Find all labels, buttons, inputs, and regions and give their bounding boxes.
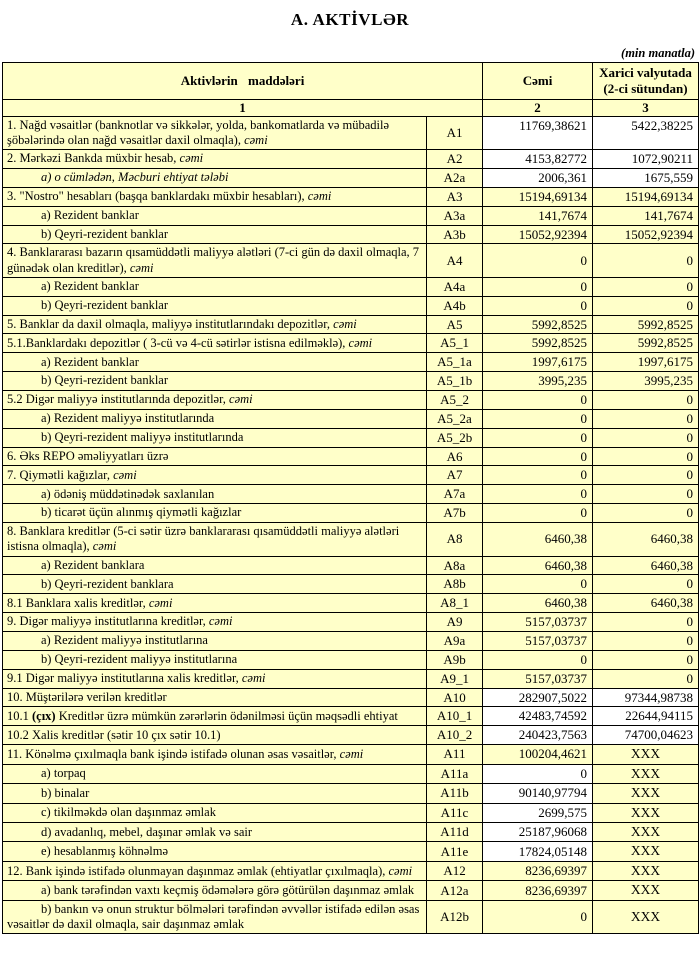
table-row [3,485,699,504]
foreign-value-cell: XXX [593,842,699,861]
item-code-cell: A5_2b [427,428,483,447]
foreign-value-cell: 15194,69134 [593,187,699,206]
table-row [3,150,699,169]
item-label-cell [3,187,427,206]
item-label-segment: cəmi [388,863,413,878]
total-value-cell: 42483,74592 [483,707,593,726]
foreign-value-cell: 0 [593,504,699,523]
foreign-value-cell: 6460,38 [593,594,699,613]
foreign-value-cell: 0 [593,485,699,504]
item-label-segment: b) binalar [41,785,90,800]
total-value-cell: 0 [483,447,593,466]
item-label-segment: 5.1.Banklardakı depozitlər ( 3-cü və 4-cü sətirlər istisna edilməklə), [7,335,349,350]
item-label-cell [3,631,427,650]
total-value-cell: 11769,38621 [483,116,593,150]
table-row [3,594,699,613]
table-row [3,556,699,575]
item-label-segment: 1. Nağd vəsaitlər (banknotlar və sikkələr, yolda, bankomatlarda və mübadilə şöbələrində olan nağd vəsaitlər daxil olmaqla), [7,117,390,147]
item-label-segment: 10.2 Xalis kreditlər (sətir 10 çıx sətir 10.1) [7,727,221,742]
item-code-cell: A4 [427,244,483,278]
total-value-cell: 141,7674 [483,206,593,225]
item-code-cell: A5_2 [427,391,483,410]
foreign-value-cell: 5992,8525 [593,315,699,334]
total-value-cell: 15052,92394 [483,225,593,244]
item-label-segment: a) Rezident banklara [41,557,145,572]
foreign-value-cell: XXX [593,900,699,934]
item-label-cell [3,523,427,557]
item-code-cell: A5_1b [427,372,483,391]
item-label-segment: 5.2 Digər maliyyə institutlarında depozitlər, [7,392,230,407]
item-code-cell: A10_1 [427,707,483,726]
foreign-value-cell: 1072,90211 [593,150,699,169]
total-value-cell: 0 [483,244,593,278]
item-code-cell: A2 [427,150,483,169]
foreign-value-cell: 6460,38 [593,556,699,575]
foreign-value-cell: XXX [593,823,699,842]
item-label-cell [3,726,427,745]
item-code-cell: A4b [427,296,483,315]
item-label-cell [3,803,427,822]
item-code-cell: A7b [427,504,483,523]
item-label-segment: 8.1 Banklara xalis kreditlər, [7,595,149,610]
table-row [3,823,699,842]
item-label-segment: b) Qeyri-rezident banklar [41,373,169,388]
total-value-cell: 0 [483,764,593,783]
item-label-cell [3,334,427,353]
total-value-cell: 90140,97794 [483,784,593,803]
total-value-cell: 0 [483,575,593,594]
item-label-segment: cəmi [179,151,204,166]
item-label-cell [3,504,427,523]
total-value-cell: 0 [483,900,593,934]
total-value-cell: 8236,69397 [483,861,593,880]
item-label-segment: cəmi [92,539,117,554]
item-label-cell [3,372,427,391]
table-row [3,353,699,372]
item-code-cell: A11e [427,842,483,861]
assets-table [2,62,699,934]
item-label-cell [3,296,427,315]
table-row [3,764,699,783]
total-value-cell: 5992,8525 [483,315,593,334]
table-row [3,523,699,557]
table-row [3,842,699,861]
item-label-segment: cəmi [148,595,173,610]
column-number-row [3,99,699,116]
item-label-cell [3,485,427,504]
table-row [3,447,699,466]
foreign-value-cell: 97344,98738 [593,688,699,707]
table-row [3,669,699,688]
column-number-2: 2 [483,99,593,116]
item-label-segment: b) Qeyri-rezident banklar [41,226,169,241]
table-row [3,168,699,187]
item-label-segment: cəmi [241,671,266,685]
item-code-cell: A5_2a [427,409,483,428]
item-label-segment: a) o cümlədən, Məcburi ehtiyat tələbi [41,170,229,185]
item-label-cell [3,150,427,169]
total-value-cell: 282907,5022 [483,688,593,707]
total-value-cell: 5157,03737 [483,631,593,650]
foreign-value-cell: XXX [593,881,699,900]
column-number-1: 1 [3,99,483,116]
item-label-segment: 11. Könəlmə çıxılmaqla bank işində istifadə olunan əsas vəsaitlər, [7,746,340,761]
item-code-cell: A12a [427,881,483,900]
total-value-cell: 0 [483,391,593,410]
item-label-segment: b) Qeyri-rezident maliyyə institutlarına [41,652,238,667]
foreign-value-cell: 0 [593,428,699,447]
item-label-cell [3,409,427,428]
item-code-cell: A9_1 [427,669,483,688]
foreign-value-cell: 6460,38 [593,523,699,557]
table-row [3,466,699,485]
item-code-cell: A6 [427,447,483,466]
item-label-cell [3,447,427,466]
foreign-value-cell: XXX [593,764,699,783]
item-code-cell: A5 [427,315,483,334]
item-label-cell [3,764,427,783]
table-row [3,784,699,803]
table-row [3,187,699,206]
table-row [3,244,699,278]
item-code-cell: A2a [427,168,483,187]
table-row [3,372,699,391]
item-label-segment: cəmi [229,392,253,407]
item-label-cell [3,669,427,688]
foreign-value-cell: 0 [593,391,699,410]
item-label-cell [3,225,427,244]
item-label-segment: a) Rezident maliyyə institutlarında [41,411,215,426]
total-value-cell: 2006,361 [483,168,593,187]
item-label-segment: cəmi [129,260,154,275]
table-row [3,116,699,150]
table-row [3,504,699,523]
table-row [3,409,699,428]
total-value-cell: 0 [483,504,593,523]
foreign-value-cell: 0 [593,447,699,466]
item-code-cell: A11b [427,784,483,803]
item-label-cell [3,168,427,187]
item-label-cell [3,594,427,613]
item-code-cell: A11 [427,745,483,764]
item-code-cell: A5_1 [427,334,483,353]
header-foreign: Xarici valyutada (2-ci sütundan) [593,63,699,100]
foreign-value-cell: 0 [593,631,699,650]
item-code-cell: A4a [427,277,483,296]
total-value-cell: 6460,38 [483,523,593,557]
item-label-cell [3,688,427,707]
item-code-cell: A11d [427,823,483,842]
item-label-segment: 2. Mərkəzi Bankda müxbir hesab, [7,151,180,166]
item-label-segment: b) ticarət üçün alınmış qiymətli kağızlar [41,505,242,520]
page-title: A. AKTİVLƏR [290,10,410,29]
item-code-cell: A8b [427,575,483,594]
total-value-cell: 6460,38 [483,594,593,613]
item-code-cell: A11c [427,803,483,822]
item-label-segment: a) bank tərəfindən vaxtı keçmiş ödəmələrə görə götürülən daşınmaz əmlak [41,883,415,898]
item-label-cell [3,391,427,410]
item-label-cell [3,466,427,485]
foreign-value-cell: 0 [593,244,699,278]
item-code-cell: A1 [427,116,483,150]
item-label-cell [3,556,427,575]
item-code-cell: A9b [427,650,483,669]
total-value-cell: 0 [483,409,593,428]
item-code-cell: A9 [427,613,483,632]
foreign-value-cell: 1675,559 [593,168,699,187]
total-value-cell: 2699,575 [483,803,593,822]
item-code-cell: A9a [427,631,483,650]
total-value-cell: 1997,6175 [483,353,593,372]
item-code-cell: A8a [427,556,483,575]
item-label-segment: d) avadanlıq, mebel, daşınar əmlak və sair [41,824,253,839]
item-label-segment: e) hesablanmış köhnəlmə [41,844,169,859]
item-label-cell [3,613,427,632]
total-value-cell: 25187,96068 [483,823,593,842]
table-row [3,650,699,669]
item-label-segment: a) ödəniş müddətinədək saxlanılan [41,486,215,501]
total-value-cell: 17824,05148 [483,842,593,861]
table-row [3,225,699,244]
table-row [3,315,699,334]
table-row [3,334,699,353]
table-row [3,688,699,707]
column-number-3: 3 [593,99,699,116]
item-label-segment: b) Qeyri-rezident banklar [41,298,169,313]
item-label-segment: cəmi [113,467,137,482]
total-value-cell: 15194,69134 [483,187,593,206]
item-label-segment: cəmi [208,614,233,629]
item-label-segment: cəmi [244,132,268,147]
foreign-value-cell: 0 [593,650,699,669]
item-label-segment: cəmi [348,335,373,350]
foreign-value-cell: 15052,92394 [593,225,699,244]
foreign-value-cell: XXX [593,803,699,822]
table-row [3,391,699,410]
item-label-cell [3,707,427,726]
item-label-segment: a) Rezident maliyyə institutlarına [41,633,208,648]
total-value-cell: 0 [483,296,593,315]
total-value-cell: 8236,69397 [483,881,593,900]
item-code-cell: A3b [427,225,483,244]
item-label-cell [3,353,427,372]
item-label-segment: a) Rezident banklar [41,207,139,222]
item-label-segment: b) Qeyri-rezident maliyyə institutlarında [41,430,244,445]
foreign-value-cell: 0 [593,277,699,296]
item-label-segment: (çıx) [32,708,56,723]
table-row [3,881,699,900]
item-code-cell: A3a [427,206,483,225]
foreign-value-cell: XXX [593,784,699,803]
item-code-cell: A7a [427,485,483,504]
item-label-cell [3,315,427,334]
item-label-segment: b) bankın və onun struktur bölmələri tərəfindən əvvəllər istifadə edilən əsas vəsaitlər də daxil olmaqla, sair daşınmaz əmlak [7,901,420,932]
table-row [3,803,699,822]
item-code-cell: A8_1 [427,594,483,613]
foreign-value-cell: 22644,94115 [593,707,699,726]
total-value-cell: 0 [483,428,593,447]
item-label-cell [3,784,427,803]
item-label-segment: 5. Banklar da daxil olmaqla, maliyyə institutlarındakı depozitlər, [7,316,334,331]
total-value-cell: 6460,38 [483,556,593,575]
item-label-segment: 12. Bank işində istifadə olunmayan daşınmaz əmlak (ehtiyatlar çıxılmaqla), [7,863,389,878]
total-value-cell: 4153,82772 [483,150,593,169]
foreign-value-cell: 0 [593,613,699,632]
item-label-segment: cəmi [307,189,332,204]
item-label-cell [3,823,427,842]
table-body [3,116,699,934]
item-label-segment: a) Rezident banklar [41,354,139,369]
item-label-segment: 6. Əks REPO əməliyyatları üzrə [7,448,169,463]
table-row [3,861,699,880]
item-label-segment: b) Qeyri-rezident banklara [41,576,174,591]
item-label-cell [3,428,427,447]
item-code-cell: A8 [427,523,483,557]
item-label-cell [3,277,427,296]
total-value-cell: 0 [483,485,593,504]
foreign-value-cell: 5992,8525 [593,334,699,353]
item-label-segment: 10. Müştərilərə verilən kreditlər [7,689,167,704]
item-label-cell [3,575,427,594]
item-label-cell [3,842,427,861]
unit-note: (min manatla) [621,46,695,60]
table-row [3,296,699,315]
total-value-cell: 0 [483,466,593,485]
foreign-value-cell: 5422,38225 [593,116,699,150]
item-label-segment: c) tikilməkdə olan daşınmaz əmlak [41,805,216,820]
foreign-value-cell: 141,7674 [593,206,699,225]
item-label-segment: a) torpaq [41,766,86,781]
item-label-cell [3,116,427,150]
total-value-cell: 5157,03737 [483,669,593,688]
foreign-value-cell: 0 [593,575,699,594]
item-code-cell: A5_1a [427,353,483,372]
item-code-cell: A12 [427,861,483,880]
foreign-value-cell: 0 [593,466,699,485]
item-code-cell: A10 [427,688,483,707]
item-code-cell: A12b [427,900,483,934]
foreign-value-cell: 1997,6175 [593,353,699,372]
foreign-value-cell: 0 [593,409,699,428]
total-value-cell: 5992,8525 [483,334,593,353]
item-label-segment: 4. Banklararası bazarın qısamüddətli maliyyə alətləri (7-ci gün də daxil olmaqla, 7 günədək olan kreditlər), [7,245,420,275]
total-value-cell: 5157,03737 [483,613,593,632]
header-total: Cəmi [483,63,593,100]
total-value-cell: 0 [483,650,593,669]
item-code-cell: A11a [427,764,483,783]
foreign-value-cell: 0 [593,296,699,315]
foreign-value-cell: XXX [593,745,699,764]
item-label-cell [3,900,427,934]
item-label-cell [3,745,427,764]
item-label-segment: cəmi [333,316,357,331]
header-items: Aktivlərin maddələri [3,63,483,100]
table-row [3,707,699,726]
total-value-cell: 100204,4621 [483,745,593,764]
item-label-segment: Kreditlər üzrə mümkün zərərlərin ödənilməsi üçün məqsədli ehtiyat [55,708,398,723]
total-value-cell: 3995,235 [483,372,593,391]
item-label-cell [3,650,427,669]
table-row [3,206,699,225]
item-label-segment: a) Rezident banklar [41,279,139,294]
item-label-cell [3,206,427,225]
item-label-segment: 9.1 Digər maliyyə institutlarına xalis kreditlər, [7,671,242,685]
table-row [3,575,699,594]
item-label-segment: cəmi [339,746,364,761]
foreign-value-cell: 3995,235 [593,372,699,391]
table-row [3,277,699,296]
table-row [3,613,699,632]
item-code-cell: A10_2 [427,726,483,745]
total-value-cell: 240423,7563 [483,726,593,745]
item-label-segment: 7. Qiymətli kağızlar, [7,467,114,482]
table-row [3,900,699,934]
item-label-segment: 10.1 [7,708,32,723]
item-label-segment: 9. Digər maliyyə institutlarına kreditlər, [7,614,209,629]
item-label-cell [3,861,427,880]
table-row [3,631,699,650]
table-row [3,745,699,764]
table-row [3,726,699,745]
item-label-segment: 3. "Nostro" hesabları (başqa banklardakı müxbir hesabları), [7,189,308,204]
item-label-cell [3,244,427,278]
foreign-value-cell: XXX [593,861,699,880]
header-row [3,63,699,100]
foreign-value-cell: 0 [593,669,699,688]
item-label-cell [3,881,427,900]
table-row [3,428,699,447]
item-code-cell: A3 [427,187,483,206]
item-label-segment: 8. Banklara kreditlər (5-ci sətir üzrə banklararası qısamüddətli maliyyə alətləri istisna olmaqla), [7,524,400,554]
item-code-cell: A7 [427,466,483,485]
total-value-cell: 0 [483,277,593,296]
foreign-value-cell: 74700,04623 [593,726,699,745]
